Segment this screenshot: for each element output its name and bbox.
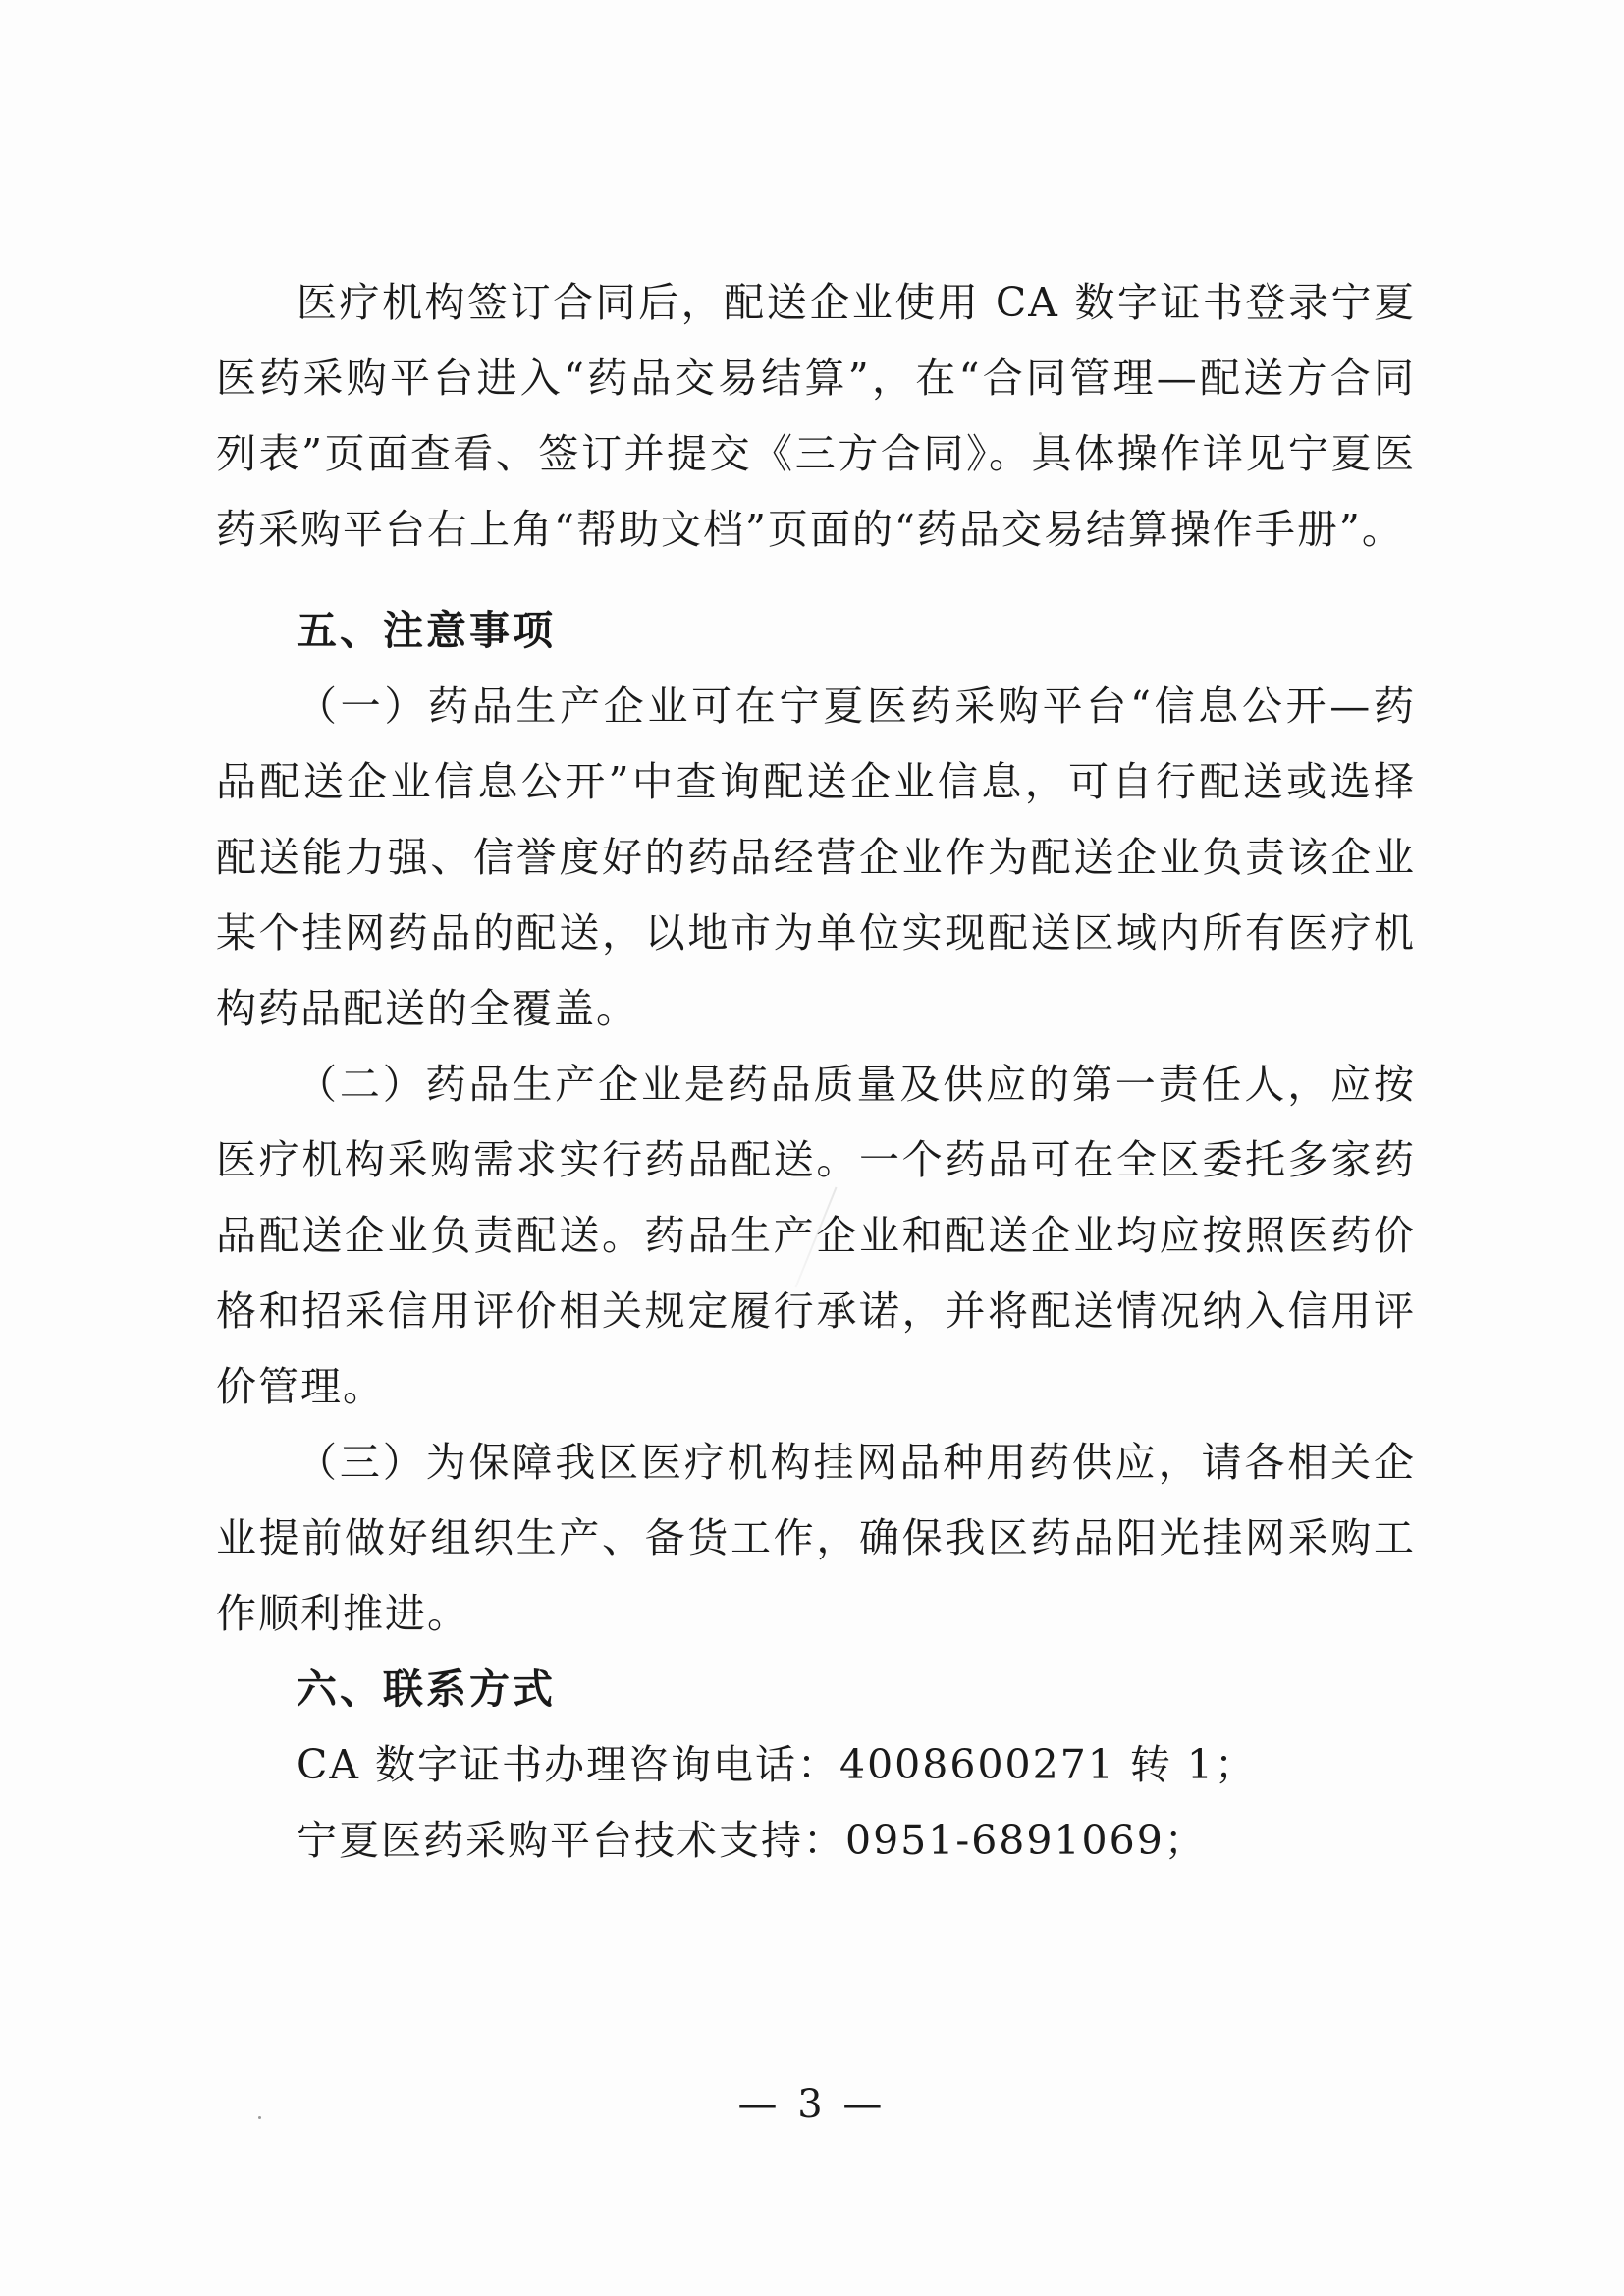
paragraph-note-1: （一）药品生产企业可在宁夏医药采购平台“信息公开—药品配送企业信息公开”中查询配送企业信息，可自行配送或选择配送能力强、信誉度好的药品经营企业作为配送企业负责该企业某个挂网药品的配送，以地市为单位实现配送区域内所有医疗机构药品配送的全覆盖。 [216,683,1416,1032]
section-heading-contact: 六、联系方式 [297,1666,556,1713]
contact-tech-support: 宁夏医药采购平台技术支持：0951-6891069； [297,1817,1207,1864]
section-heading-notes: 五、注意事项 [297,607,556,654]
paragraph-note-2: （二）药品生产企业是药品质量及供应的第一责任人，应按医疗机构采购需求实行药品配送。一个药品可在全区委托多家药品配送企业负责配送。药品生产企业和配送企业均应按照医药价格和招采信用评价相关规定履行承诺，并将配送情况纳入信用评价管理。 [216,1061,1416,1410]
paragraph-contract-signing: 医疗机构签订合同后，配送企业使用 CA 数字证书登录宁夏医药采购平台进入“药品交易结算”，在“合同管理—配送方合同列表”页面查看、签订并提交《三方合同》。具体操作详见宁夏医药采购平台右上角“帮助文档”页面的“药品交易结算操作手册”。 [216,279,1416,553]
contact-ca-phone: CA 数字证书办理咨询电话：4008600271 转 1； [297,1741,1258,1788]
document-body [216,265,1416,1879]
page-number: — 3 — [737,2082,887,2127]
paragraph-note-3: （三）为保障我区医疗机构挂网品种用药供应，请各相关企业提前做好组织生产、备货工作，确保我区药品阳光挂网采购工作顺利推进。 [216,1439,1416,1637]
